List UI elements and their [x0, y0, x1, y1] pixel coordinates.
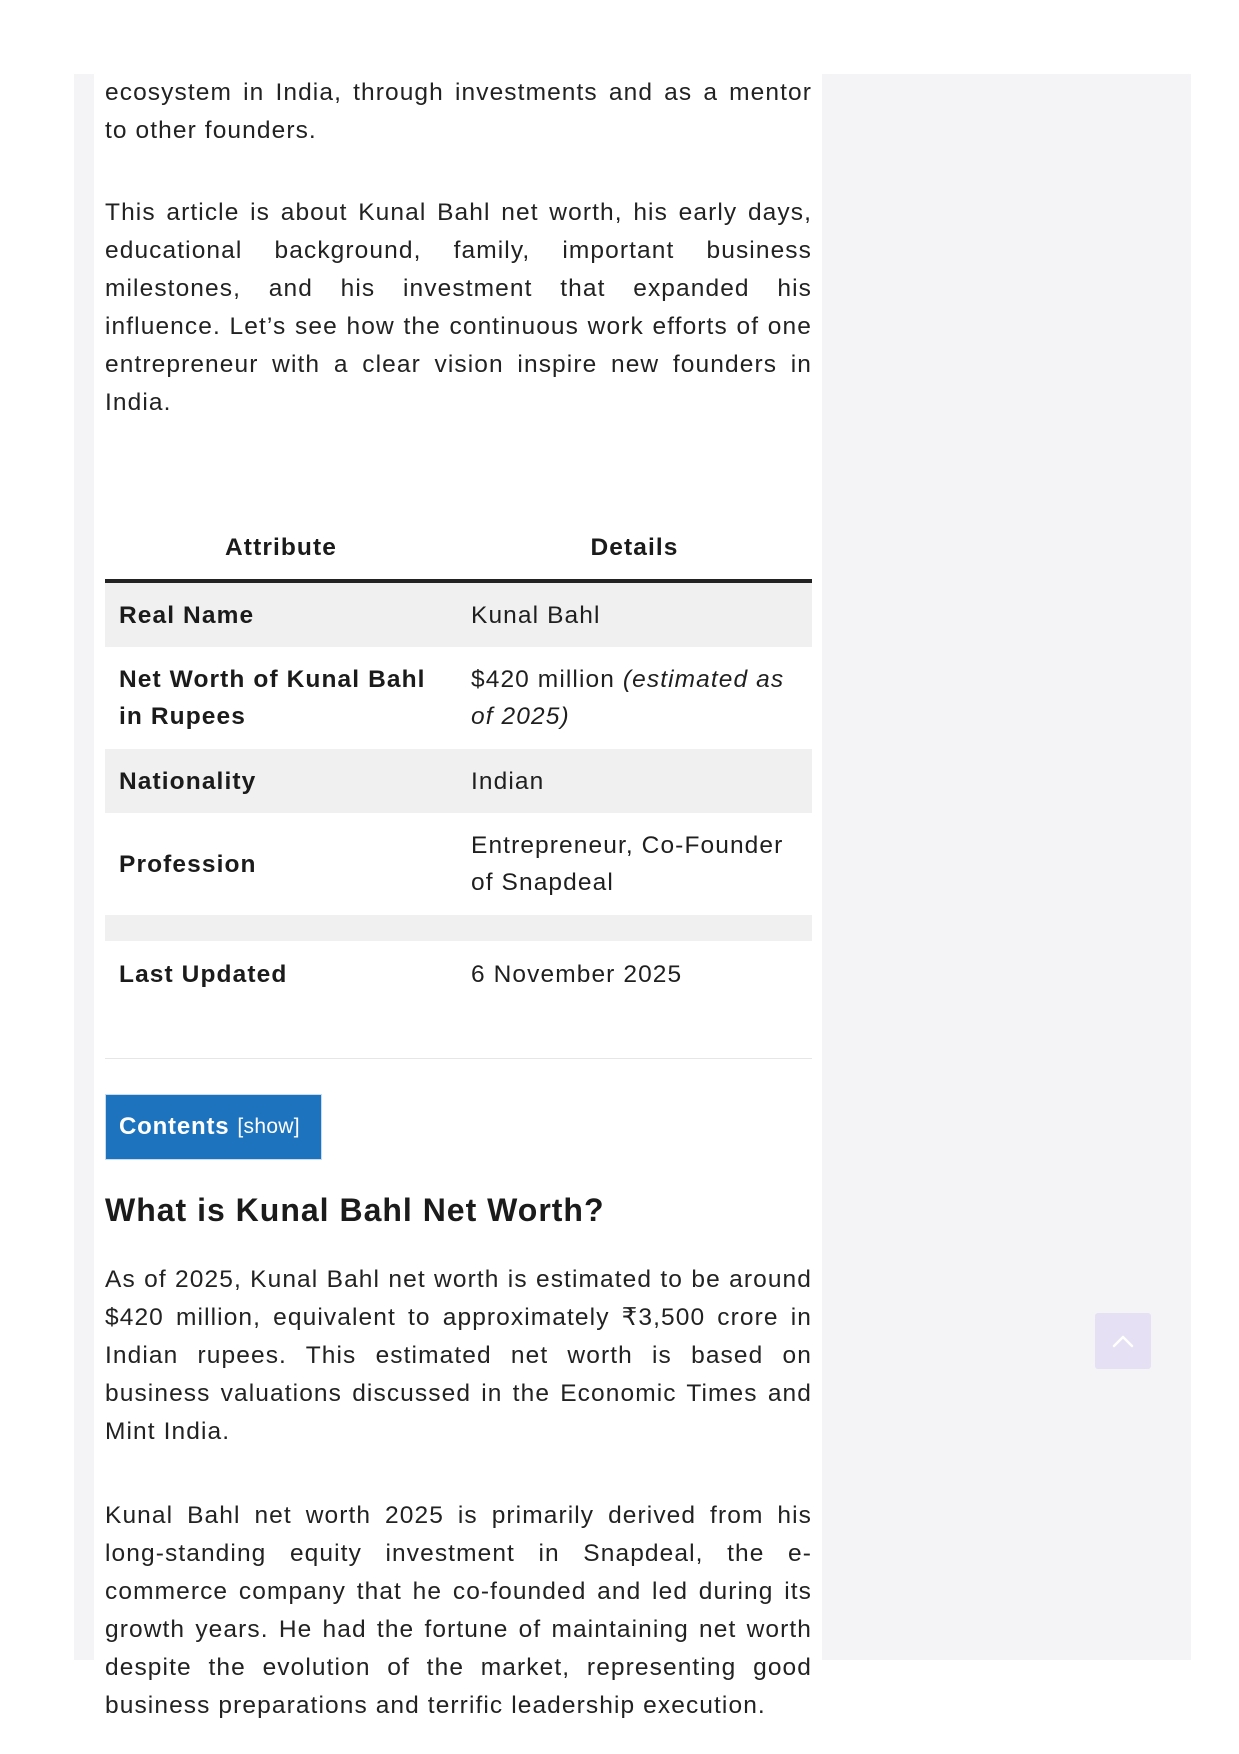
table-row [105, 647, 812, 749]
table-cell-attribute: Last Updated [119, 960, 288, 988]
table-row [105, 581, 812, 647]
net-worth-value: $420 million [471, 666, 615, 693]
table-cell-details: 6 November 2025 [471, 960, 683, 988]
article-content [94, 74, 822, 1719]
table-cell-details: Kunal Bahl [457, 581, 812, 647]
table-header-details: Details [457, 517, 812, 581]
section-divider [105, 1058, 812, 1059]
table-cell-attribute [105, 915, 457, 941]
table-row [105, 813, 812, 915]
table-cell-attribute: Net Worth of Kunal Bahl in Rupees [119, 666, 426, 730]
table-row-empty [105, 915, 812, 941]
section-paragraph: Kunal Bahl net worth 2025 is primarily derived from his long-standing equity investment in Snapdeal, the e-commerce company that he co-founded and led during its growth years. He had the fortune of maintaining net worth despite the evolution of the market, representing good business preparations and terrific leadership execution. [105, 1502, 812, 1719]
table-cell-details [457, 647, 812, 749]
table-cell-details [457, 915, 812, 941]
intro-paragraph: This article is about Kunal Bahl net worth, his early days, educational background, family, important business milestones, and his investment that expanded his influence. Let’s see how the continuous work efforts of one entrepreneur with a clear vision inspire new founders in India. [105, 199, 812, 416]
table-of-contents-toggle[interactable] [105, 1094, 322, 1160]
chevron-up-icon [1112, 1334, 1134, 1348]
table-row [105, 749, 812, 813]
attribute-table [105, 517, 812, 1007]
table-cell-details: Entrepreneur, Co-Founder of Snapdeal [471, 832, 784, 896]
intro-continued-paragraph: ecosystem in India, through investments and as a mentor to other founders. [105, 79, 812, 144]
table-row [105, 941, 812, 1007]
table-cell-attribute: Real Name [105, 581, 457, 647]
table-cell-attribute: Profession [119, 850, 257, 878]
section-heading: What is Kunal Bahl Net Worth? [105, 1192, 605, 1228]
toc-label: Contents [119, 1113, 230, 1140]
table-cell-attribute: Nationality [105, 749, 457, 813]
scroll-to-top-button[interactable] [1095, 1313, 1151, 1369]
section-paragraph: As of 2025, Kunal Bahl net worth is estimated to be around $420 million, equivalent to approximately ₹3,500 crore in Indian rupees. This estimated net worth is based on business valuations discussed in the Economic Times and Mint India. [105, 1266, 812, 1445]
table-header-attribute: Attribute [105, 517, 457, 581]
table-cell-details: Indian [457, 749, 812, 813]
net-worth-note: (estimated as of 2025) [471, 666, 785, 730]
toc-show-link[interactable]: [show] [237, 1115, 300, 1138]
